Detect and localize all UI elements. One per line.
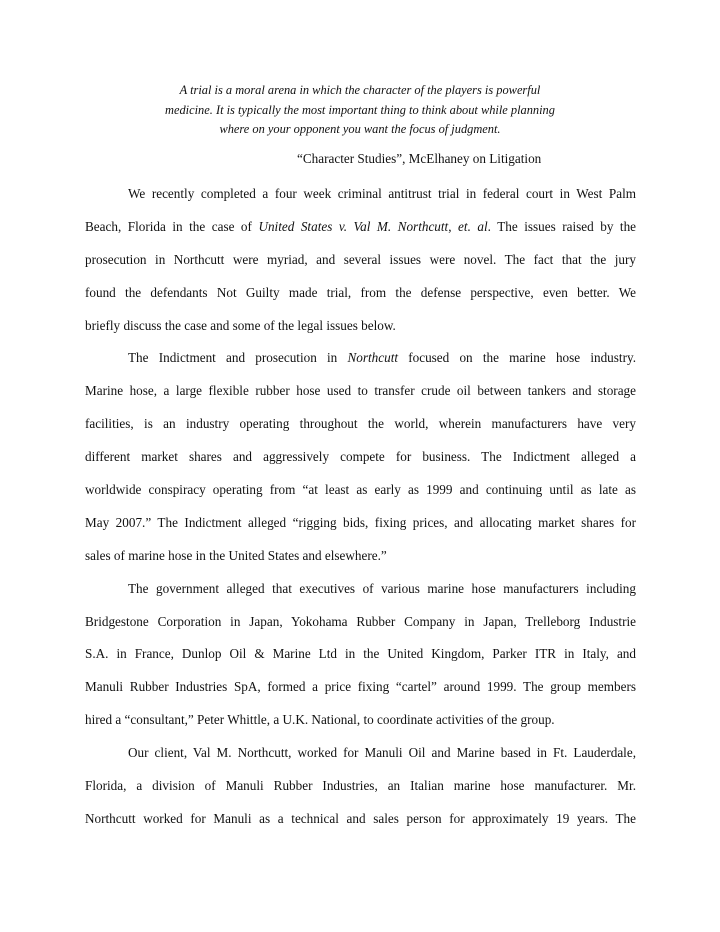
paragraph-3-line: hired a “consultant,” Peter Whittle, a U.K. National, to coordinate activities of the group. [85,712,555,728]
paragraph-2-line: facilities, is an industry operating throughout the world, wherein manufacturers have very [85,416,636,432]
paragraph-1-line: prosecution in Northcutt were myriad, and several issues were novel. The fact that the jury [85,251,636,267]
epigraph-line: A trial is a moral arena in which the character of the players is powerful [179,83,541,97]
text-run: . The issues raised by the [487,218,637,234]
paragraph-2-line: different market shares and aggressively compete for business. The Indictment alleged a [85,449,636,465]
paragraph-3-line: The government alleged that executives of various marine hose manufacturers including [128,580,636,596]
paragraph-2-line: May 2007.” The Indictment alleged “rigging bids, fixing prices, and allocating market shares for [85,514,636,530]
paragraph-3-line: Manuli Rubber Industries SpA, formed a price fixing “cartel” around 1999. The group members [85,679,636,695]
text-run: , [448,218,459,234]
paragraph-2-line: Marine hose, a large flexible rubber hose used to transfer crude oil between tankers and storage [85,383,636,399]
paragraph-1-line: found the defendants Not Guilty made trial, from the defense perspective, even better. We [85,284,636,300]
epigraph-quote [128,81,592,140]
case-short-name: Northcutt [347,350,399,366]
paragraph-2-line [85,342,636,375]
text-run: focused on the marine hose industry. [398,350,636,366]
body-text [85,178,636,836]
epigraph-attribution: “Character Studies”, McElhaney on Litigation [297,151,542,166]
paragraph-4-line: Northcutt worked for Manuli as a technical and sales person for approximately 19 years. The [85,810,636,826]
paragraph-2-line: worldwide conspiracy operating from “at least as early as 1999 and continuing until as late as [85,482,636,498]
paragraph-3-line: S.A. in France, Dunlop Oil & Marine Ltd in the United Kingdom, Parker ITR in Italy, and [85,646,636,662]
paragraph-4-line: Florida, a division of Manuli Rubber Industries, an Italian marine hose manufacturer. Mr. [85,778,636,794]
paragraph-2-line: sales of marine hose in the United States and elsewhere.” [85,547,387,563]
paragraph-1-line: briefly discuss the case and some of the legal issues below. [85,317,396,333]
text-run: The Indictment and prosecution in [128,350,348,366]
text-run: Beach, Florida in the case of [85,218,259,234]
case-et-al: et. al [458,218,488,234]
epigraph-line: medicine. It is typically the most important thing to think about while planning [165,102,555,117]
epigraph-line: where on your opponent you want the focus of judgment. [219,122,501,136]
case-name: United States v. Val M. Northcutt [258,218,449,234]
paragraph-3-line: Bridgestone Corporation in Japan, Yokohama Rubber Company in Japan, Trelleborg Industrie [85,613,636,629]
paragraph-1-line [85,211,636,244]
paragraph-4-line: Our client, Val M. Northcutt, worked for Manuli Oil and Marine based in Ft. Lauderdale, [128,745,636,761]
paragraph-1-line: We recently completed a four week criminal antitrust trial in federal court in West Palm [128,186,636,201]
